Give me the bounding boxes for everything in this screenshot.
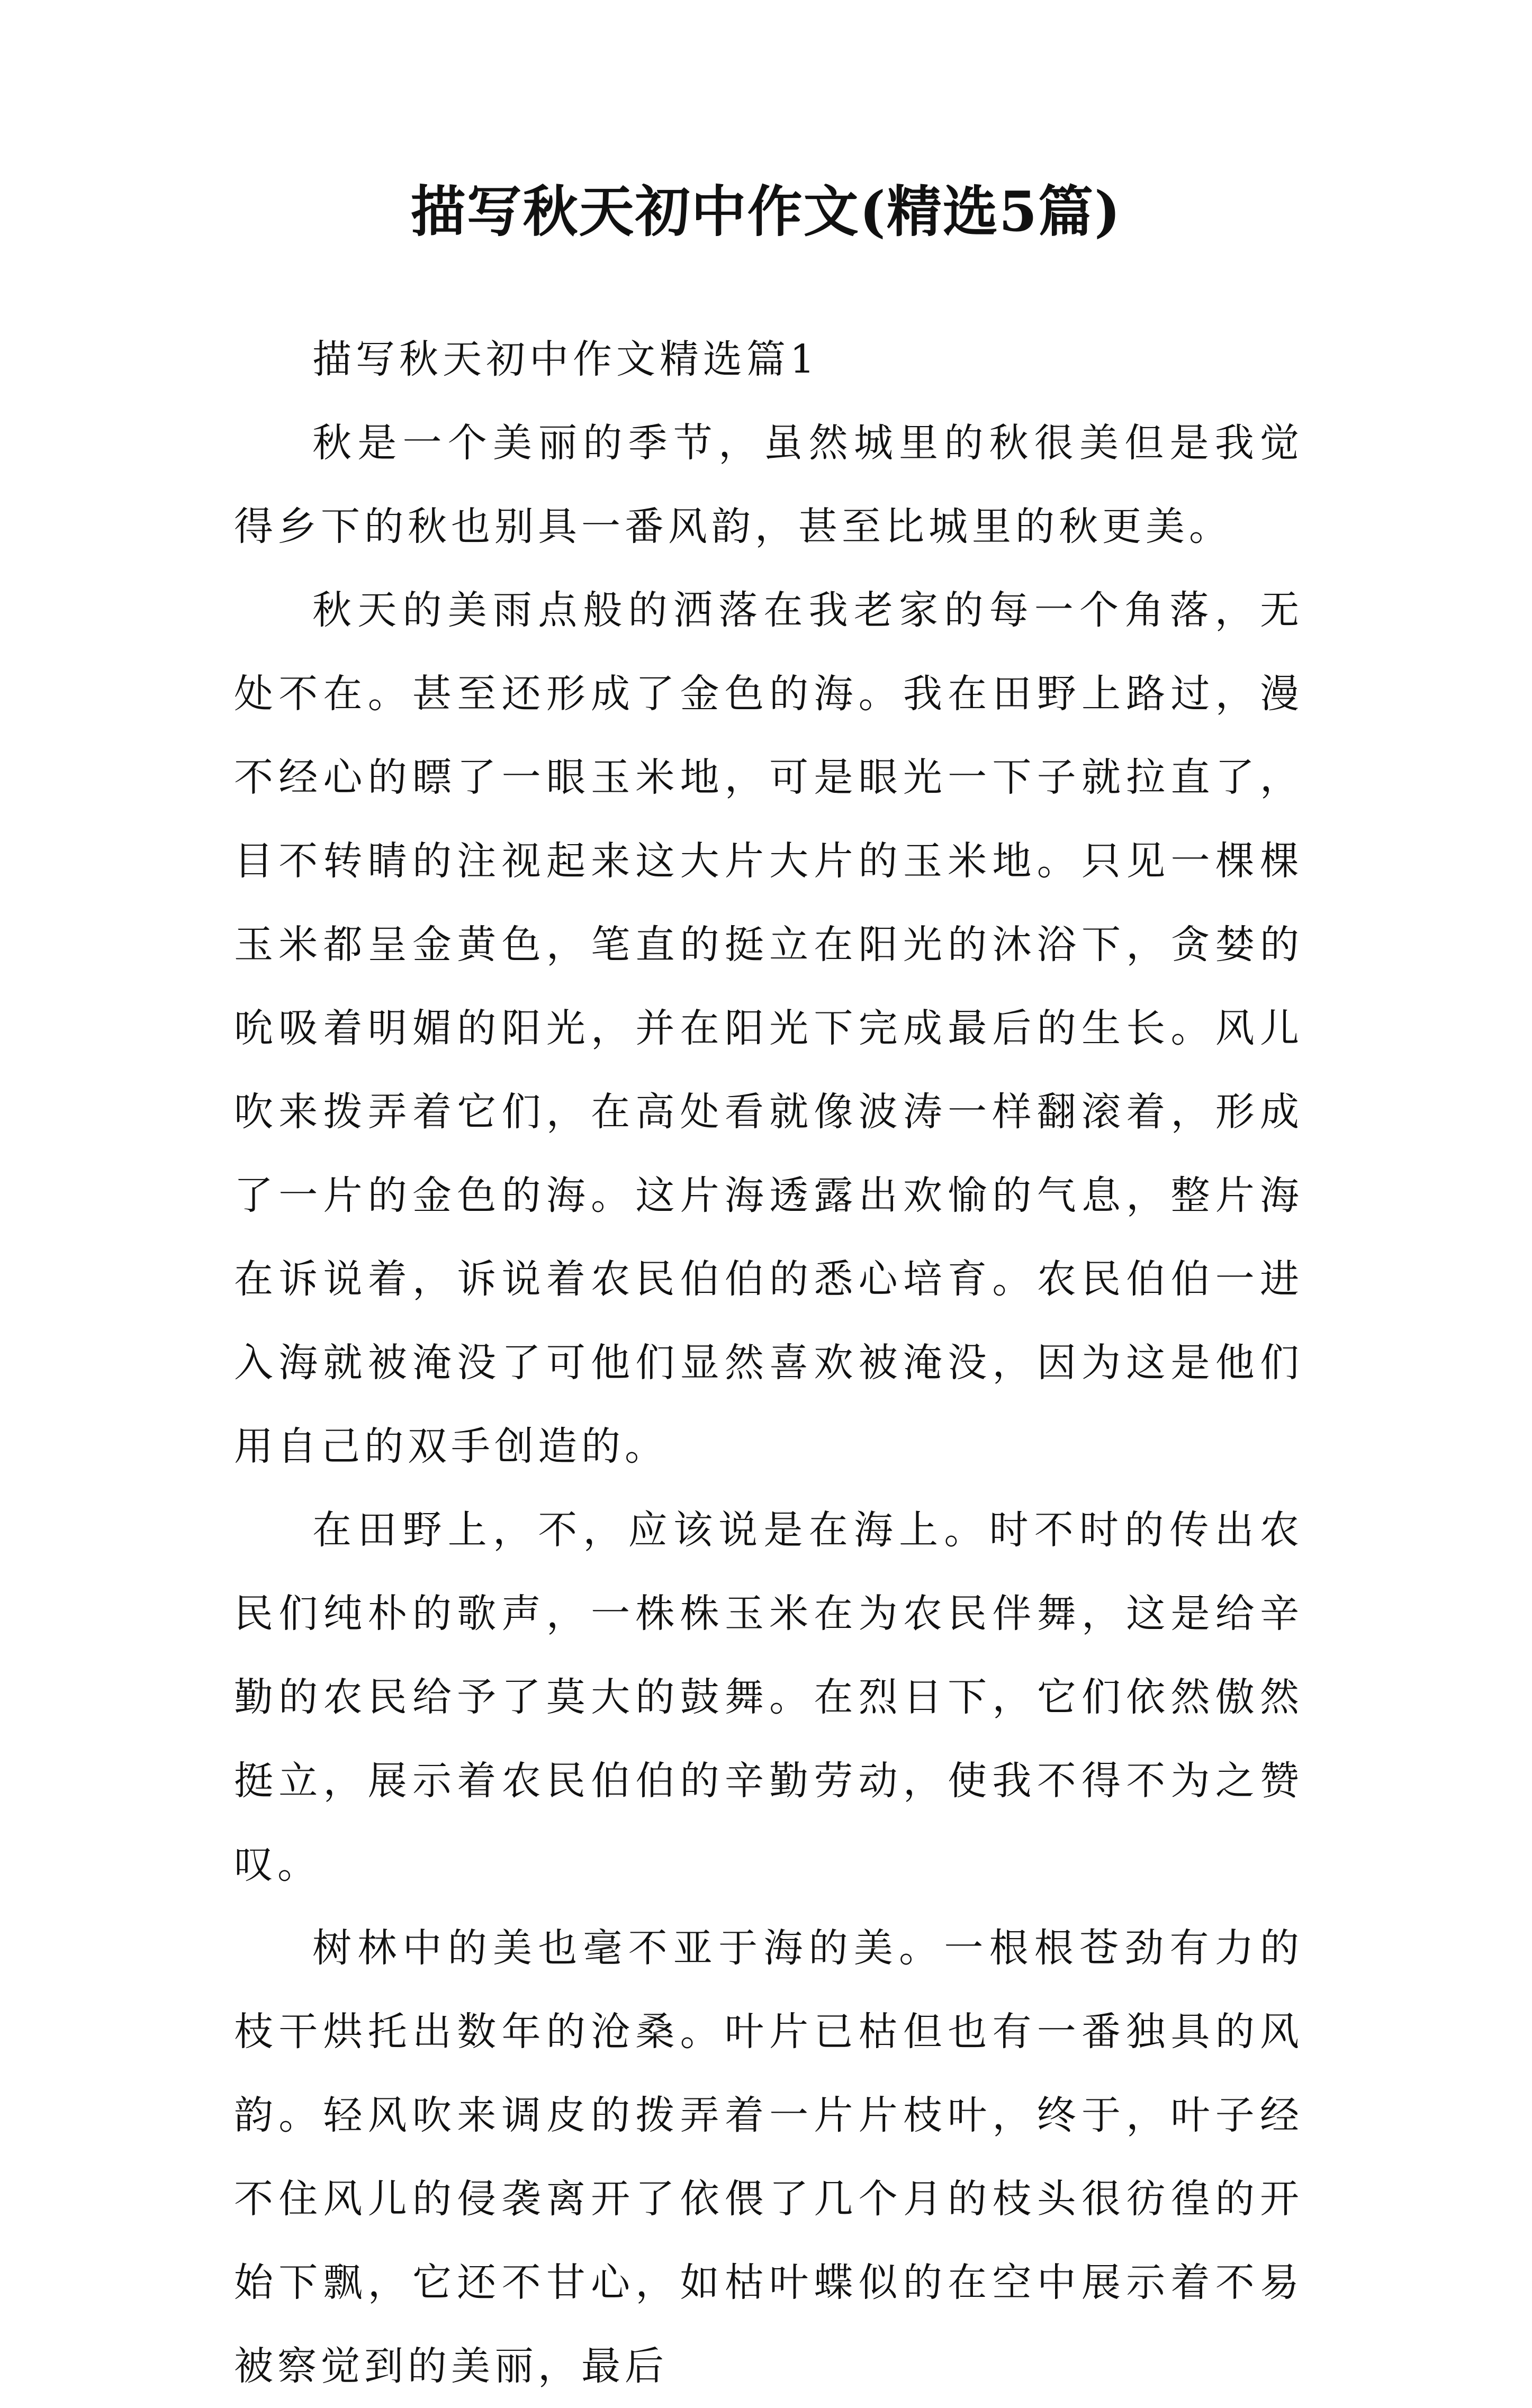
document-body xyxy=(234,318,1303,2408)
paragraph-4: 树林中的美也毫不亚于海的美。一根根苍劲有力的枝干烘托出数年的沧桑。叶片已枯但也有一番独具的风韵。轻风吹来调皮的拨弄着一片片枝叶，终于，叶子经不住风儿的侵袭离开了依偎了几个月的枝头很彷徨的开始下飘，它还不甘心，如枯叶蝶似的在空中展示着不易被察觉到的美丽，最后 xyxy=(234,1925,1303,2389)
paragraph-1: 秋是一个美丽的季节，虽然城里的秋很美但是我觉得乡下的秋也别具一番风韵，甚至比城里的秋更美。 xyxy=(234,420,1303,549)
paragraph-2: 秋天的美雨点般的洒落在我老家的每一个角落，无处不在。甚至还形成了金色的海。我在田野上路过，漫不经心的瞟了一眼玉米地，可是眼光一下子就拉直了，目不转睛的注视起来这大片大片的玉米地。只见一棵棵玉米都呈金黄色，笔直的挺立在阳光的沐浴下，贪婪的吮吸着明媚的阳光，并在阳光下完成最后的生长。风儿吹来拨弄着它们，在高处看就像波涛一样翻滚着，形成了一片的金色的海。这片海透露出欢愉的气息，整片海在诉说着，诉说着农民伯伯的悉心培育。农民伯伯一进入海就被淹没了可他们显然喜欢被淹没，因为这是他们用自己的双手创造的。 xyxy=(234,587,1303,1469)
paragraph-3: 在田野上，不，应该说是在海上。时不时的传出农民们纯朴的歌声，一株株玉米在为农民伴舞，这是给辛勤的农民给予了莫大的鼓舞。在烈日下，它们依然傲然挺立，展示着农民伯伯的辛勤劳动，使我不得不为之赞叹。 xyxy=(234,1507,1303,1887)
document-title: 描写秋天初中作文(精选5篇) xyxy=(410,179,1122,244)
section-heading: 描写秋天初中作文精选篇1 xyxy=(312,337,819,382)
